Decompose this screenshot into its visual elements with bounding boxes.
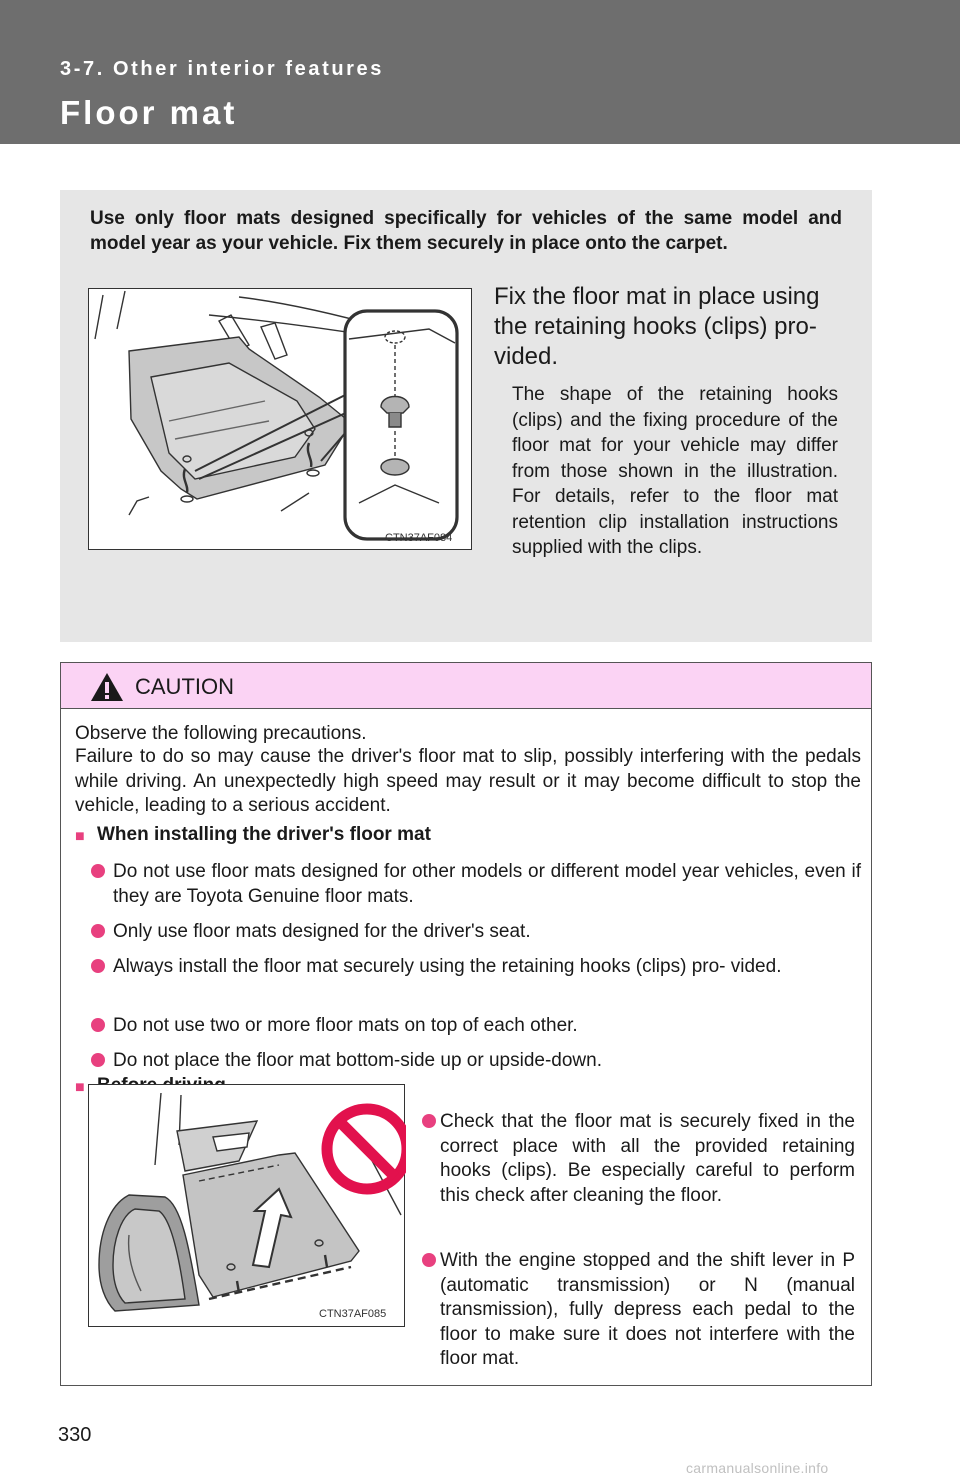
page-number: 330 xyxy=(58,1424,92,1446)
round-bullet-icon xyxy=(422,1114,436,1128)
watermark: carmanualsonline.info xyxy=(686,1460,829,1476)
section2-item-1: Check that the floor mat is securely fixed in the correct place with all the provided retaining hooks (clips). Be especially careful to perform this check after cleaning the floor. xyxy=(440,1111,855,1206)
round-bullet-icon xyxy=(91,959,105,973)
figure-code-label: CTN37AF085 xyxy=(319,1308,387,1320)
caution-header xyxy=(61,663,871,709)
caution-intro-line2: Failure to do so may cause the driver's floor mat to slip, possibly interfering with the pedals while driving. An unexpectedly high speed may result or it may become difficult to stop the vehicle, leading to a serious accident. xyxy=(75,746,861,816)
floor-mat-check-drawing xyxy=(89,1085,406,1328)
page-title: Floor mat xyxy=(60,94,238,131)
round-bullet-icon xyxy=(91,924,105,938)
caution-box xyxy=(60,662,872,1386)
caution-intro-line1: Observe the following precautions. xyxy=(75,723,367,744)
section1-item-4: Do not use two or more floor mats on top of each other. xyxy=(113,1015,578,1036)
intro-main-text: Fix the floor mat in place using the retaining hooks (clips) pro- vided. xyxy=(494,283,820,370)
round-bullet-icon xyxy=(91,1018,105,1032)
round-bullet-icon xyxy=(91,1053,105,1067)
intro-box xyxy=(60,190,872,642)
figure-code-label: CTN37AF084 xyxy=(385,532,453,544)
section1-item-3: Always install the floor mat securely using the retaining hooks (clips) pro- vided. xyxy=(113,956,782,977)
intro-note-text: The shape of the retaining hooks (clips) and the fixing procedure of the floor mat for your vehicle may differ from those shown in the illustration. For details, refer to the floor mat retention clip installation instructions supplied with the clips. xyxy=(512,384,838,558)
floor-mat-check-illustration xyxy=(88,1084,405,1327)
page-header xyxy=(0,0,960,144)
intro-lead-text: Use only floor mats designed specifically for vehicles of the same model and model year as your vehicle. Fix them securely in place onto the carpet. xyxy=(90,208,842,254)
square-bullet-icon: ■ xyxy=(75,828,85,845)
section1-item-2: Only use floor mats designed for the driver's seat. xyxy=(113,921,531,942)
caution-title: CAUTION xyxy=(135,674,234,699)
round-bullet-icon xyxy=(91,864,105,878)
floor-mat-hooks-drawing xyxy=(89,289,473,551)
warning-icon xyxy=(89,671,125,703)
section1-item-5: Do not place the floor mat bottom-side up or upside-down. xyxy=(113,1050,602,1071)
section1-item-1: Do not use floor mats designed for other models or different model year vehicles, even if they are Toyota Genuine floor mats. xyxy=(113,861,861,907)
square-bullet-icon: ■ xyxy=(75,1079,85,1096)
section2-item-2: With the engine stopped and the shift lever in P (automatic transmission) or N (manual transmission), fully depress each pedal to the floor to make sure it does not interfere with the floor mat. xyxy=(440,1250,855,1369)
section1-heading: When installing the driver's floor mat xyxy=(97,824,431,845)
floor-mat-hooks-illustration xyxy=(88,288,472,550)
section-label: 3-7. Other interior features xyxy=(60,58,384,80)
round-bullet-icon xyxy=(422,1253,436,1267)
